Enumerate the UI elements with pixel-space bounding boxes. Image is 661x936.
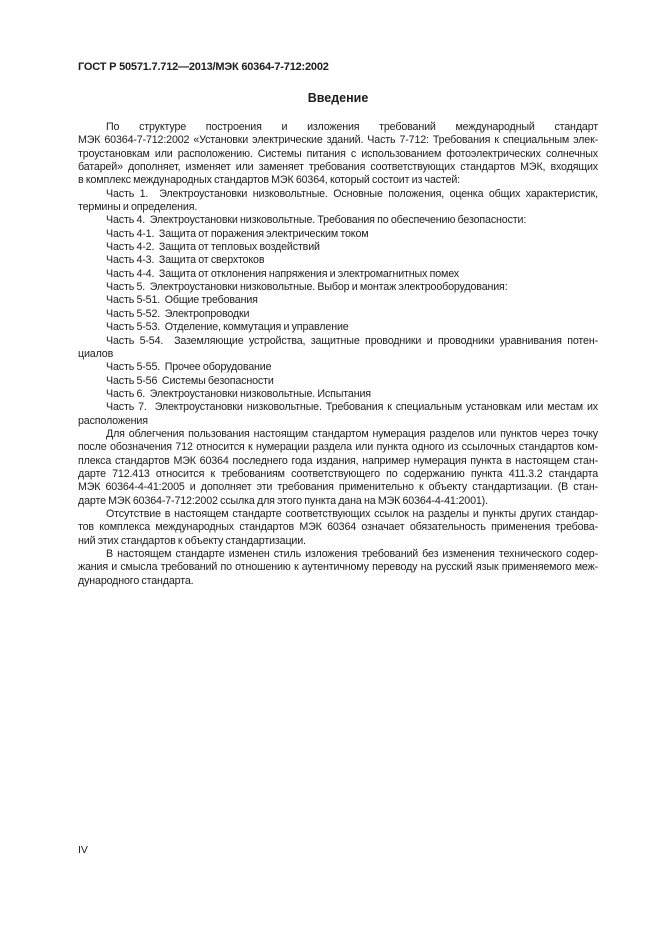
text-line: В настоящем стандарте изменен стиль изложения требований без изменения технического содер- xyxy=(106,548,598,560)
text-line: ний этих стандартов к объекту стандартизации. xyxy=(78,534,306,547)
page-title: Введение xyxy=(307,91,369,105)
paragraph xyxy=(78,214,598,227)
text-line: Часть 5. Электроустановки низковольтные. Выбор и монтаж электрооборудования: xyxy=(106,281,508,294)
text-line: МЭК 60364-4-41:2005 и дополняет эти требования применительно к объекту стандартизации. (В стан- xyxy=(78,481,598,494)
paragraph xyxy=(78,294,598,307)
text-line: Часть 4. Электроустановки низковольтные. Требования по обеспечению безопасности: xyxy=(106,214,527,227)
paragraph xyxy=(78,548,598,588)
paragraph xyxy=(78,281,598,294)
paragraph xyxy=(78,188,598,215)
text-line: троустановкам или расположению. Системы питания с использованием фотоэлектрических солнечных xyxy=(78,147,598,160)
paragraph xyxy=(78,228,598,241)
text-line: плекса стандартов МЭК 60364 последнего года издания, например нумерация пункта в настоящем стан- xyxy=(78,454,598,467)
text-line: Часть 5-51. Общие требования xyxy=(106,294,258,307)
document-body xyxy=(78,121,598,588)
paragraph xyxy=(78,268,598,281)
text-line: Часть 4-4. Защита от отклонения напряжения и электромагнитных помех xyxy=(106,267,459,280)
text-line: термины и определения. xyxy=(78,201,198,214)
paragraph xyxy=(78,375,598,388)
text-line: Часть 5-56 Системы безопасности xyxy=(106,374,274,387)
paragraph xyxy=(78,308,598,321)
text-line: Часть 1. Электроустановки низковольтные. Основные положения, оценка общих характеристик, xyxy=(106,187,598,200)
text-line: Часть 4-3. Защита от сверхтоков xyxy=(106,254,265,267)
text-line: Часть 4-2. Защита от тепловых воздействий xyxy=(106,241,320,254)
text-line: Часть 5-55. Прочее оборудование xyxy=(106,361,272,374)
paragraph xyxy=(78,508,598,548)
paragraph xyxy=(78,401,598,428)
text-line: Часть 5-52. Электропроводки xyxy=(106,307,250,320)
paragraph xyxy=(78,335,598,362)
text-line: дарте 712.413 относится к требованиям соответствующего по содержанию пункта 411.3.2 стандарта xyxy=(78,467,598,480)
text-line: жания и смысла требований по отношению к аутентичному переводу на русский язык применяемого меж- xyxy=(78,561,598,574)
text-line: Часть 5-53. Отделение, коммутация и управление xyxy=(106,321,349,334)
text-line: тов комплекса международных стандартов МЭК 60364 означает обязательность применения требова- xyxy=(78,521,598,534)
text-line: Для облегчения пользования настоящим стандартом нумерация разделов или пунктов через точку xyxy=(106,427,598,440)
text-line: дународного стандарта. xyxy=(78,574,194,587)
paragraph xyxy=(78,388,598,401)
paragraph xyxy=(78,428,598,508)
page-number: IV xyxy=(78,844,88,856)
text-line: после обозначения 712 относится к нумерации раздела или пункта одного из ссылочных стандартов ком- xyxy=(78,441,598,454)
text-line: По структуре построения и изложения требований международный стандарт xyxy=(106,121,598,133)
document-header: ГОСТ Р 50571.7.712—2013/МЭК 60364-7-712:2002 xyxy=(78,61,329,73)
paragraph xyxy=(78,254,598,267)
text-line: дарте МЭК 60364-7-712:2002 ссылка для этого пункта дана на МЭК 60364-4-41:2001). xyxy=(78,494,488,507)
paragraph xyxy=(78,321,598,334)
paragraph xyxy=(78,121,598,188)
text-line: батарей» дополняет, изменяет или заменяет требования соответствующих стандартов МЭК, входящих xyxy=(78,161,598,174)
text-line: Часть 6. Электроустановки низковольтные. Испытания xyxy=(106,387,371,400)
text-line: Часть 7. Электроустановки низковольтные. Требования к специальным установкам или местам их xyxy=(106,401,598,414)
text-line: расположения xyxy=(78,414,148,427)
text-line: Отсутствие в настоящем стандарте соответствующих ссылок на разделы и пункты других стандар- xyxy=(106,507,598,520)
text-line: в комплекс международных стандартов МЭК 60364, который состоит из частей: xyxy=(78,174,460,187)
paragraph xyxy=(78,361,598,374)
paragraph xyxy=(78,241,598,254)
text-line: циалов xyxy=(78,347,114,360)
text-line: Часть 4-1. Защита от поражения электрическим током xyxy=(106,227,369,240)
text-line: МЭК 60364-7-712:2002 «Установки электрические зданий. Часть 7-712: Требования к специальным элек- xyxy=(78,134,598,147)
text-line: Часть 5-54. Заземляющие устройства, защитные проводники и проводники уравнивания потен- xyxy=(106,334,598,347)
